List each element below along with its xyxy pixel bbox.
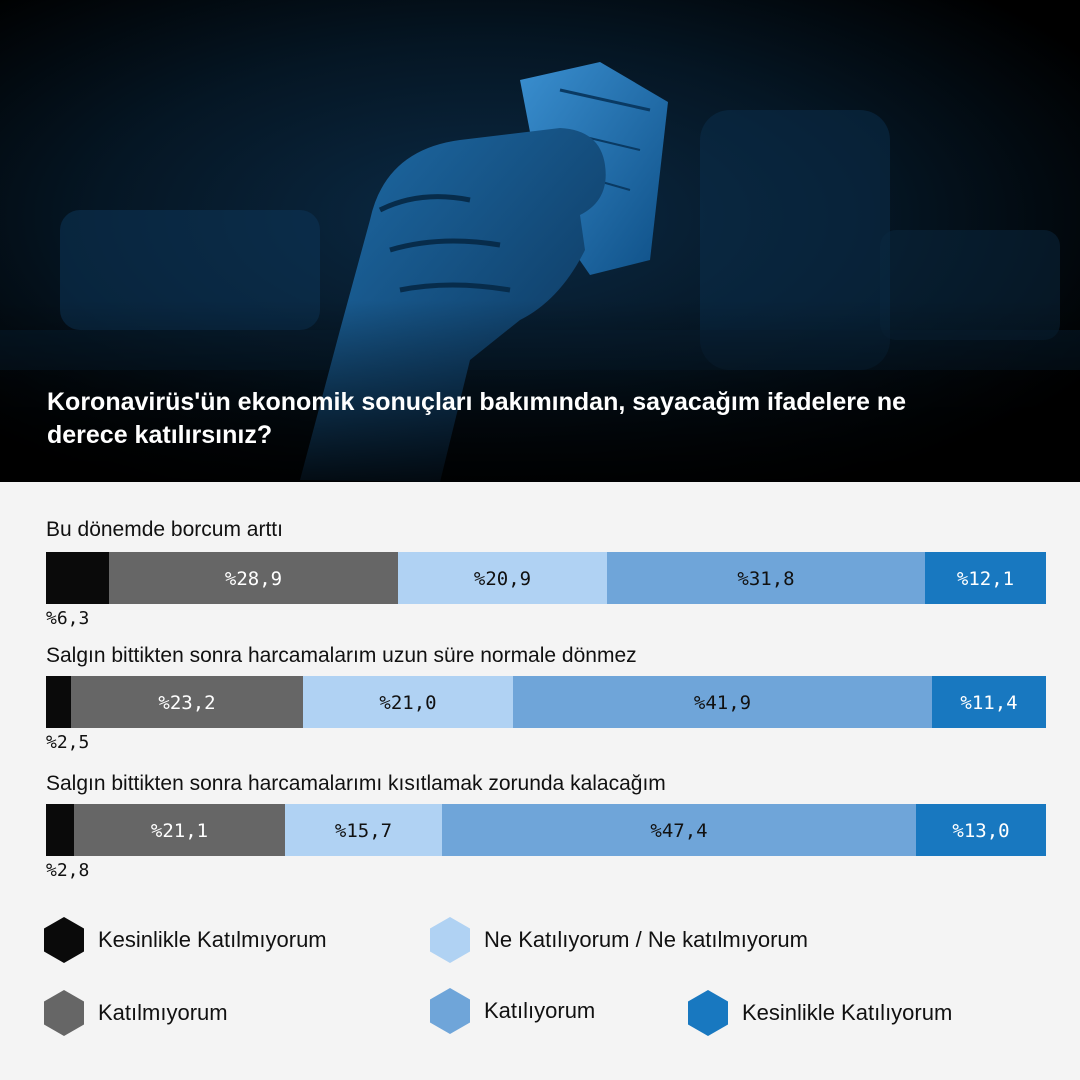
legend-label: Kesinlikle Katılıyorum	[742, 1000, 953, 1025]
legend-label: Katılmıyorum	[98, 1000, 228, 1025]
bar-value-label: %15,7	[334, 820, 393, 842]
legend-label: Katılıyorum	[484, 998, 596, 1023]
bar-value-label: %47,4	[650, 820, 708, 842]
legend-label: Kesinlikle Katılmıyorum	[98, 927, 327, 952]
bar-row-1	[46, 552, 1046, 604]
bar-value-label: %23,2	[158, 692, 216, 714]
bar-value-label: %12,1	[956, 568, 1015, 590]
small-value-label-1: %6,3	[46, 608, 90, 629]
small-value-label-2: %2,5	[46, 732, 90, 753]
legend-label: Ne Katılıyorum / Ne katılmıyorum	[484, 927, 808, 952]
hexagon-swatch-icon	[42, 916, 86, 964]
legend-item-ne-katiliyorum-ne-katilmiyorum	[428, 916, 808, 964]
bar-value-label: %21,0	[379, 692, 437, 714]
hero-section	[0, 0, 1080, 482]
bar-value-label: %31,8	[737, 568, 795, 590]
category-label-3: Salgın bittikten sonra harcamalarımı kısıtlamak zorunda kalacağım	[46, 772, 666, 795]
bar-value-label: %21,1	[150, 820, 209, 842]
category-label-1: Bu dönemde borcum arttı	[46, 518, 283, 541]
bar-segment	[46, 804, 74, 856]
category-label-2: Salgın bittikten sonra harcamalarım uzun süre normale dönmez	[46, 644, 637, 667]
bar-value-label: %13,0	[952, 820, 1010, 842]
bar-segment	[46, 676, 71, 728]
small-value-label-3: %2,8	[46, 860, 90, 881]
hexagon-swatch-icon	[428, 987, 472, 1035]
bar-value-label: %20,9	[473, 568, 532, 590]
bar-row-3	[46, 804, 1046, 856]
hexagon-swatch-icon	[686, 989, 730, 1037]
page-title: Koronavirüs'ün ekonomik sonuçları bakımından, sayacağım ifadelere ne derece katılırsınız?	[47, 388, 906, 449]
hexagon-swatch-icon	[42, 989, 86, 1037]
bar-value-label: %11,4	[960, 692, 1018, 714]
hexagon-swatch-icon	[428, 916, 472, 964]
bar-row-2	[46, 676, 1046, 728]
legend-item-katiliyorum	[428, 987, 595, 1035]
bar-value-label: %28,9	[224, 568, 283, 590]
bar-value-label: %41,9	[693, 692, 752, 714]
legend-item-kesinlikle-katiliyorum	[686, 989, 952, 1037]
legend-item-kesinlikle-katilmiyorum	[42, 916, 327, 964]
stacked-bar-chart	[0, 482, 1080, 1080]
legend-item-katilmiyorum	[42, 989, 228, 1037]
bar-segment	[46, 552, 109, 604]
